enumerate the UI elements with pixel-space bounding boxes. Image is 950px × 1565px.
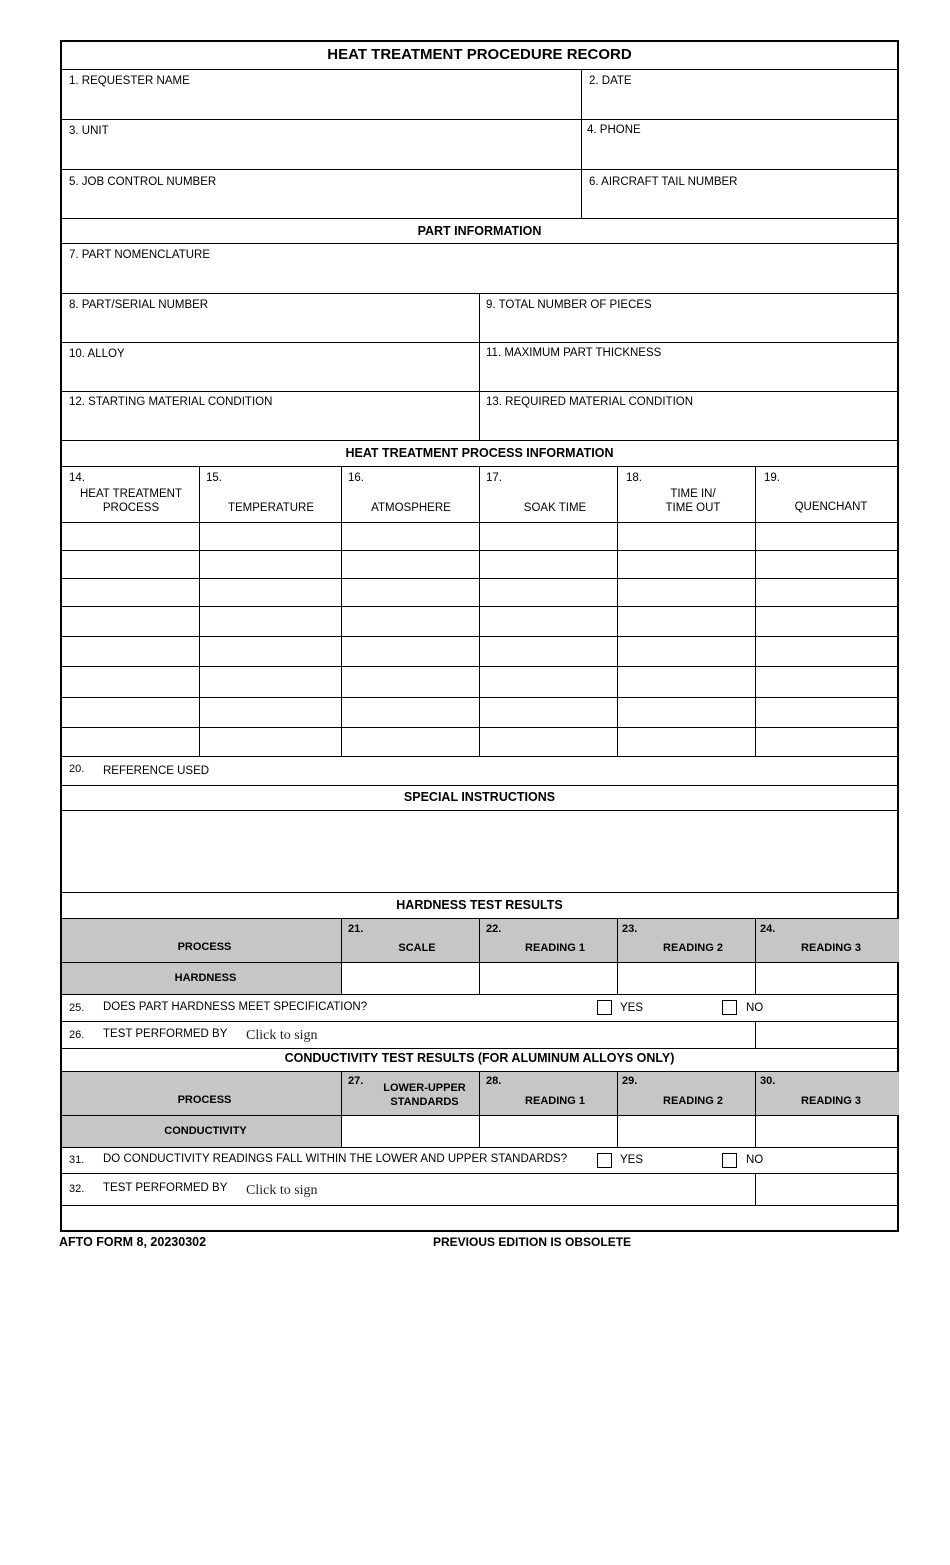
conductivity-standards-question: DO CONDUCTIVITY READINGS FALL WITHIN THE LOWER AND UPPER STANDARDS? <box>103 1153 568 1165</box>
hardness-tested-by-label: TEST PERFORMED BY <box>103 1028 228 1040</box>
conductivity-yes-checkbox[interactable] <box>597 1153 612 1168</box>
part-nomenclature-label: 7. PART NOMENCLATURE <box>69 249 211 261</box>
part-information-header: PART INFORMATION <box>417 224 542 238</box>
starting-condition-label: 12. STARTING MATERIAL CONDITION <box>69 396 273 408</box>
process-information-header: HEAT TREATMENT PROCESS INFORMATION <box>345 446 614 460</box>
part-serial-number-label: 8. PART/SERIAL NUMBER <box>69 299 209 311</box>
total-pieces-field[interactable] <box>480 294 899 342</box>
hardness-reading-2-field[interactable] <box>618 963 755 994</box>
reference-number: 20. <box>69 763 85 775</box>
col-temperature-header: TEMPERATURE <box>227 502 315 514</box>
q26-number: 26. <box>69 1029 85 1041</box>
phone-label: 4. PHONE <box>587 124 641 136</box>
col-14-number: 14. <box>69 472 85 484</box>
conductivity-reading-1-field[interactable] <box>480 1116 617 1147</box>
required-condition-label: 13. REQUIRED MATERIAL CONDITION <box>486 396 694 408</box>
conductivity-no-label: NO <box>746 1154 764 1166</box>
col-atmosphere-header: ATMOSPHERE <box>371 502 451 514</box>
conductivity-tested-by-label: TEST PERFORMED BY <box>103 1182 228 1194</box>
col-24-number: 24. <box>760 923 776 935</box>
hardness-reading-2-header: READING 2 <box>663 942 723 954</box>
hardness-row-label: HARDNESS <box>174 972 237 984</box>
col-17-number: 17. <box>486 472 502 484</box>
scale-header: SCALE <box>398 942 436 954</box>
date-field[interactable] <box>582 70 899 119</box>
col-time-in-out-header: TIME IN/ TIME OUT <box>665 488 721 514</box>
part-serial-number-field[interactable] <box>62 294 479 342</box>
hardness-reading-1-field[interactable] <box>480 963 617 994</box>
col-27-number: 27. <box>348 1075 364 1087</box>
job-control-number-label: 5. JOB CONTROL NUMBER <box>69 176 217 188</box>
phone-field[interactable] <box>582 120 899 169</box>
col-21-number: 21. <box>348 923 364 935</box>
conductivity-no-checkbox[interactable] <box>722 1153 737 1168</box>
conductivity-standards-field[interactable] <box>342 1116 479 1147</box>
total-pieces-label: 9. TOTAL NUMBER OF PIECES <box>486 299 652 311</box>
col-16-number: 16. <box>348 472 364 484</box>
aircraft-tail-number-label: 6. AIRCRAFT TAIL NUMBER <box>589 176 738 188</box>
hardness-yes-checkbox[interactable] <box>597 1000 612 1015</box>
col-22-number: 22. <box>486 923 502 935</box>
conductivity-reading-3-field[interactable] <box>756 1116 899 1147</box>
alloy-label: 10. ALLOY <box>69 348 125 360</box>
standards-header: LOWER-UPPER STANDARDS <box>383 1082 466 1108</box>
hardness-signature-field[interactable]: Click to sign <box>246 1028 318 1043</box>
col-heat-treatment-process-header: HEAT TREATMENT PROCESS <box>79 488 183 514</box>
reference-used-field[interactable] <box>222 757 899 785</box>
date-label: 2. DATE <box>589 75 632 87</box>
col-15-number: 15. <box>206 472 222 484</box>
conductivity-process-label: PROCESS <box>177 1094 232 1106</box>
aircraft-tail-number-field[interactable] <box>582 170 899 218</box>
unit-label: 3. UNIT <box>69 125 109 137</box>
conductivity-yes-label: YES <box>620 1154 644 1166</box>
q25-number: 25. <box>69 1002 85 1014</box>
col-29-number: 29. <box>622 1075 638 1087</box>
conductivity-row-label: CONDUCTIVITY <box>164 1125 247 1137</box>
max-thickness-label: 11. MAXIMUM PART THICKNESS <box>486 347 662 359</box>
reference-used-label: REFERENCE USED <box>103 765 210 777</box>
hardness-test-date-field[interactable] <box>756 1022 899 1048</box>
max-thickness-field[interactable] <box>480 343 899 391</box>
col-28-number: 28. <box>486 1075 502 1087</box>
col-18-number: 18. <box>626 472 642 484</box>
requester-name-field[interactable] <box>62 70 581 119</box>
col-quenchant-header: QUENCHANT <box>794 501 868 513</box>
starting-condition-field[interactable] <box>62 392 479 440</box>
job-control-number-field[interactable] <box>62 170 581 218</box>
obsolete-notice: PREVIOUS EDITION IS OBSOLETE <box>433 1235 632 1249</box>
conductivity-signature-field[interactable]: Click to sign <box>246 1183 318 1198</box>
conductivity-reading-2-header: READING 2 <box>663 1095 723 1107</box>
hardness-no-label: NO <box>746 1002 764 1014</box>
q32-number: 32. <box>69 1183 85 1195</box>
hardness-reading-1-header: READING 1 <box>525 942 585 954</box>
form-title: HEAT TREATMENT PROCEDURE RECORD <box>327 46 632 63</box>
hardness-no-checkbox[interactable] <box>722 1000 737 1015</box>
hardness-reading-3-field[interactable] <box>756 963 899 994</box>
unit-field[interactable] <box>62 120 581 169</box>
special-instructions-header: SPECIAL INSTRUCTIONS <box>403 790 556 804</box>
q31-number: 31. <box>69 1154 85 1166</box>
conductivity-test-date-field[interactable] <box>756 1174 899 1205</box>
special-instructions-field[interactable] <box>62 811 899 892</box>
conductivity-header: CONDUCTIVITY TEST RESULTS (FOR ALUMINUM ALLOYS ONLY) <box>284 1051 675 1065</box>
hardness-scale-field[interactable] <box>342 963 479 994</box>
process-entry-table[interactable] <box>62 523 899 756</box>
conductivity-reading-2-field[interactable] <box>618 1116 755 1147</box>
hardness-yes-label: YES <box>620 1002 644 1014</box>
col-23-number: 23. <box>622 923 638 935</box>
part-nomenclature-field[interactable] <box>62 244 899 293</box>
hardness-spec-question: DOES PART HARDNESS MEET SPECIFICATION? <box>103 1001 368 1013</box>
hardness-header: HARDNESS TEST RESULTS <box>396 898 563 912</box>
requester-name-label: 1. REQUESTER NAME <box>69 75 190 87</box>
heat-treatment-form <box>60 40 899 1232</box>
conductivity-reading-1-header: READING 1 <box>525 1095 585 1107</box>
hardness-reading-3-header: READING 3 <box>801 942 861 954</box>
col-30-number: 30. <box>760 1075 776 1087</box>
conductivity-reading-3-header: READING 3 <box>801 1095 861 1107</box>
col-soak-time-header: SOAK TIME <box>523 502 587 514</box>
form-identifier: AFTO FORM 8, 20230302 <box>59 1235 207 1249</box>
alloy-field[interactable] <box>62 343 479 391</box>
required-condition-field[interactable] <box>480 392 899 440</box>
hardness-process-label: PROCESS <box>177 941 232 953</box>
col-19-number: 19. <box>764 472 780 484</box>
